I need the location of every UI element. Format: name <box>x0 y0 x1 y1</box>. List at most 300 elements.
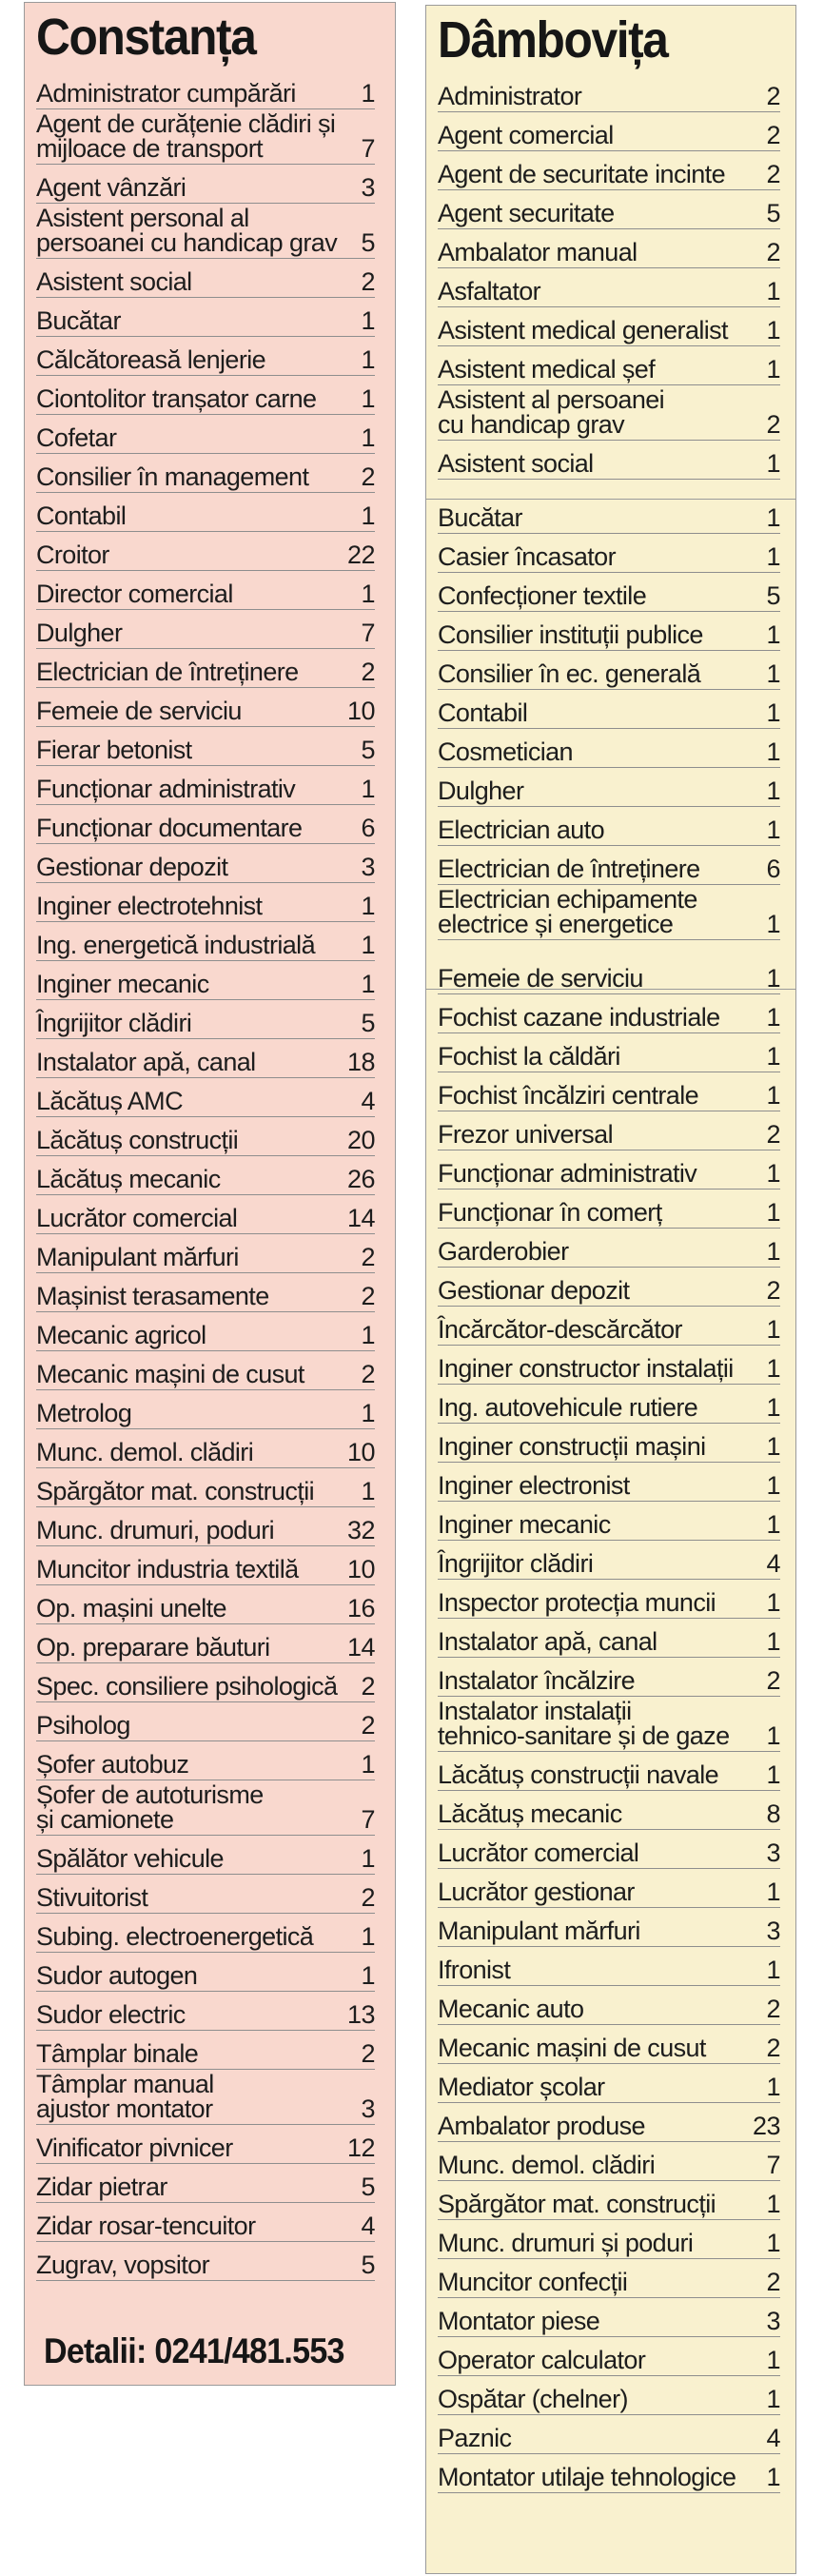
job-title: Consilier în management <box>36 462 309 491</box>
job-row <box>36 70 375 109</box>
job-row <box>438 2142 780 2181</box>
job-title: Spărgător mat. construcții <box>438 2190 716 2218</box>
job-title: Lucrător comercial <box>438 1839 639 1867</box>
vacancy-count: 3 <box>361 853 375 881</box>
job-row <box>36 1953 375 1992</box>
job-row <box>36 961 375 1000</box>
vacancy-count: 1 <box>361 1750 375 1779</box>
job-row <box>438 2454 780 2493</box>
job-title: Casier încasator <box>438 542 616 571</box>
job-row <box>438 612 780 651</box>
job-title: Lăcătuș AMC <box>36 1087 183 1115</box>
job-title: Inginer mecanic <box>438 1510 611 1539</box>
job-title: Munc. drumuri și poduri <box>438 2229 694 2257</box>
job-row <box>438 1111 780 1150</box>
job-title: Femeie de serviciu <box>36 697 242 725</box>
vacancy-count: 3 <box>361 2094 375 2123</box>
job-row <box>36 1351 375 1390</box>
vacancy-count: 2 <box>766 238 780 266</box>
vacancy-count: 1 <box>766 1237 780 1266</box>
vacancy-count: 1 <box>766 1042 780 1071</box>
job-title: Electrician auto <box>438 816 604 844</box>
vacancy-count: 1 <box>766 542 780 571</box>
job-title: Îngrijitor clădiri <box>36 1009 192 1037</box>
job-title: Agent securitate <box>438 199 615 227</box>
vacancy-count: 13 <box>346 2000 375 2029</box>
job-row <box>36 1663 375 1702</box>
vacancy-count: 1 <box>766 1760 780 1789</box>
vacancy-count: 1 <box>361 423 375 452</box>
job-title: Agent de securitate incinte <box>438 160 725 188</box>
vacancy-count: 3 <box>361 173 375 202</box>
job-row <box>438 1986 780 2025</box>
job-row <box>438 385 780 441</box>
job-title: Asistent al persoanei cu handicap grav <box>438 385 665 439</box>
vacancy-count: 2 <box>766 1276 780 1305</box>
job-title: Șofer de autoturisme și camionete <box>36 1780 264 1834</box>
job-row <box>36 1741 375 1780</box>
job-row <box>36 532 375 571</box>
vacancy-count: 2 <box>766 160 780 188</box>
dambovita-panel <box>425 5 796 2574</box>
dambovita-title: Dâmbovița <box>438 11 668 69</box>
job-row <box>438 1697 780 1752</box>
job-row <box>438 2181 780 2220</box>
job-title: Frezor universal <box>438 1120 613 1149</box>
job-title: Femeie de serviciu <box>438 964 643 993</box>
job-title: Agent de curățenie clădiri și mijloace de transport <box>36 109 336 163</box>
vacancy-count: 1 <box>361 970 375 998</box>
job-row <box>36 415 375 454</box>
job-row <box>36 1468 375 1507</box>
job-row <box>36 1039 375 1078</box>
vacancy-count: 18 <box>346 1048 375 1076</box>
job-row <box>36 1507 375 1546</box>
vacancy-count: 1 <box>766 1081 780 1110</box>
job-row <box>438 2025 780 2064</box>
job-row <box>36 2203 375 2242</box>
vacancy-count: 1 <box>766 1354 780 1383</box>
vacancy-count: 7 <box>361 1805 375 1834</box>
job-title: Sudor autogen <box>36 1961 198 1990</box>
job-title: Funcționar documentare <box>36 814 303 842</box>
vacancy-count: 2 <box>361 1360 375 1388</box>
job-title: Instalator încălzire <box>438 1666 636 1695</box>
vacancy-count: 2 <box>361 2039 375 2068</box>
vacancy-count: 2 <box>361 462 375 491</box>
job-row <box>36 2125 375 2164</box>
vacancy-count: 1 <box>766 2190 780 2218</box>
job-title: Încărcător-descărcător <box>438 1315 682 1344</box>
vacancy-count: 1 <box>361 1399 375 1427</box>
job-title: Ambalator produse <box>438 2112 645 2140</box>
job-title: Spărgător mat. construcții <box>36 1477 315 1505</box>
vacancy-count: 4 <box>361 1087 375 1115</box>
job-title: Asistent medical generalist <box>438 316 728 344</box>
job-title: Inginer constructor instalații <box>438 1354 734 1383</box>
section-divider <box>425 499 796 500</box>
job-title: Munc. demol. clădiri <box>36 1438 254 1466</box>
job-title: Electrician de întreținere <box>36 658 299 686</box>
job-row <box>438 268 780 307</box>
job-title: Croitor <box>36 541 109 569</box>
job-row <box>438 151 780 190</box>
vacancy-count: 1 <box>766 2073 780 2101</box>
job-row <box>36 2242 375 2281</box>
job-title: Operator calculator <box>438 2346 646 2374</box>
vacancy-count: 1 <box>766 2385 780 2413</box>
vacancy-count: 12 <box>346 2134 375 2162</box>
job-row <box>438 229 780 268</box>
job-title: Electrician de întreținere <box>438 855 700 883</box>
job-row <box>36 1117 375 1156</box>
job-row <box>36 454 375 493</box>
vacancy-count: 1 <box>766 1627 780 1656</box>
vacancy-count: 1 <box>766 277 780 305</box>
job-row <box>36 1195 375 1234</box>
job-row <box>36 649 375 688</box>
job-row <box>438 1752 780 1791</box>
vacancy-count: 2 <box>361 1711 375 1740</box>
job-row <box>36 571 375 610</box>
job-title: Agent vânzări <box>36 173 186 202</box>
job-row <box>438 1658 780 1697</box>
vacancy-count: 10 <box>346 1438 375 1466</box>
job-row <box>36 1585 375 1624</box>
job-title: Inginer mecanic <box>36 970 209 998</box>
vacancy-count: 1 <box>766 964 780 993</box>
vacancy-count: 1 <box>766 449 780 478</box>
job-row <box>36 109 375 165</box>
job-title: Stivuitorist <box>36 1883 148 1912</box>
job-title: Electrician echipamente electrice și energetice <box>438 885 697 938</box>
job-row <box>438 1033 780 1072</box>
vacancy-count: 1 <box>766 620 780 649</box>
vacancy-count: 1 <box>766 2463 780 2491</box>
job-title: Ing. energetică industrială <box>36 931 315 959</box>
vacancy-count: 1 <box>766 1721 780 1750</box>
vacancy-count: 3 <box>766 2307 780 2335</box>
job-row <box>438 190 780 229</box>
job-title: Zidar pietrar <box>36 2173 167 2201</box>
job-title: Lăcătuș mecanic <box>36 1165 221 1193</box>
vacancy-count: 1 <box>766 1003 780 1032</box>
job-title: Op. mașini unelte <box>36 1594 226 1622</box>
job-title: Ifronist <box>438 1956 511 1984</box>
job-row <box>36 766 375 805</box>
job-title: Inginer electrotehnist <box>36 892 263 920</box>
job-row <box>36 1078 375 1117</box>
vacancy-count: 1 <box>766 1471 780 1500</box>
job-row <box>36 1390 375 1429</box>
vacancy-count: 1 <box>766 1878 780 1906</box>
job-title: Instalator apă, canal <box>36 1048 256 1076</box>
vacancy-count: 22 <box>346 541 375 569</box>
job-title: Spălător vehicule <box>36 1844 224 1873</box>
job-title: Inginer construcții mașini <box>438 1432 706 1461</box>
job-title: Director comercial <box>36 580 233 608</box>
job-title: Mașinist terasamente <box>36 1282 269 1310</box>
vacancy-count: 2 <box>766 121 780 149</box>
job-row <box>36 1992 375 2031</box>
vacancy-count: 10 <box>346 1555 375 1583</box>
job-row <box>438 1190 780 1229</box>
job-title: Instalator instalații tehnico-sanitare și de gaze <box>438 1697 730 1750</box>
vacancy-count: 1 <box>361 501 375 530</box>
vacancy-count: 5 <box>361 2251 375 2279</box>
job-row <box>36 1234 375 1273</box>
job-row <box>36 1875 375 1914</box>
job-row <box>438 495 780 534</box>
job-row <box>438 1947 780 1986</box>
vacancy-count: 1 <box>766 1432 780 1461</box>
job-title: Asistent social <box>36 267 192 296</box>
vacancy-count: 1 <box>766 737 780 766</box>
job-title: Gestionar depozit <box>438 1276 630 1305</box>
job-row <box>438 2376 780 2415</box>
job-title: Fochist încălziri centrale <box>438 1081 699 1110</box>
job-title: Mecanic mașini de cusut <box>36 1360 304 1388</box>
job-row <box>438 1424 780 1463</box>
job-title: Instalator apă, canal <box>438 1627 657 1656</box>
job-row <box>438 1908 780 1947</box>
vacancy-count: 6 <box>361 814 375 842</box>
job-row <box>438 2259 780 2298</box>
job-title: Psiholog <box>36 1711 130 1740</box>
job-row <box>438 651 780 690</box>
job-title: Confecționer textile <box>438 581 647 610</box>
vacancy-count: 1 <box>361 580 375 608</box>
job-title: Muncitor confecții <box>438 2268 628 2296</box>
job-title: Lucrător comercial <box>36 1204 238 1232</box>
job-title: Op. preparare băuturi <box>36 1633 270 1662</box>
vacancy-count: 1 <box>361 1961 375 1990</box>
job-row <box>36 1702 375 1741</box>
vacancy-count: 23 <box>752 2112 780 2140</box>
job-row <box>36 1624 375 1663</box>
job-title: Ciontolitor tranșator carne <box>36 384 317 413</box>
vacancy-count: 2 <box>766 82 780 110</box>
job-title: Administrator cumpărări <box>36 79 296 108</box>
vacancy-count: 1 <box>766 659 780 688</box>
job-row <box>438 1580 780 1619</box>
job-title: Vinificator pivnicer <box>36 2134 233 2162</box>
constanta-panel <box>24 2 396 2386</box>
job-title: Contabil <box>36 501 127 530</box>
job-row <box>438 1385 780 1424</box>
job-title: Spec. consiliere psihologică <box>36 1672 338 1701</box>
job-title: Garderobier <box>438 1237 569 1266</box>
job-row <box>36 1156 375 1195</box>
job-title: Asistent personal al persoanei cu handicap grav <box>36 204 338 257</box>
vacancy-count: 1 <box>766 355 780 383</box>
job-title: Asfaltator <box>438 277 541 305</box>
job-title: Mediator școlar <box>438 2073 605 2101</box>
job-row <box>36 688 375 727</box>
job-row <box>36 204 375 259</box>
vacancy-count: 1 <box>766 910 780 938</box>
vacancy-count: 1 <box>766 1956 780 1984</box>
job-title: Funcționar administrativ <box>36 775 296 803</box>
vacancy-count: 26 <box>346 1165 375 1193</box>
job-row <box>36 1312 375 1351</box>
vacancy-count: 5 <box>766 199 780 227</box>
vacancy-count: 7 <box>766 2151 780 2179</box>
job-row <box>438 1619 780 1658</box>
job-row <box>36 165 375 204</box>
job-title: Gestionar depozit <box>36 853 228 881</box>
job-row <box>36 1546 375 1585</box>
job-row <box>36 844 375 883</box>
job-title: Consilier instituții publice <box>438 620 703 649</box>
job-row <box>438 2415 780 2454</box>
contact-footer: Detalii: 0241/481.553 <box>44 2331 344 2370</box>
vacancy-count: 2 <box>361 1282 375 1310</box>
job-row <box>438 534 780 573</box>
vacancy-count: 2 <box>361 1672 375 1701</box>
vacancy-count: 2 <box>766 1666 780 1695</box>
job-row <box>438 885 780 940</box>
job-title: Mecanic agricol <box>36 1321 206 1349</box>
vacancy-count: 1 <box>766 1510 780 1539</box>
vacancy-count: 1 <box>361 79 375 108</box>
vacancy-count: 1 <box>766 1198 780 1227</box>
vacancy-count: 7 <box>361 619 375 647</box>
vacancy-count: 1 <box>361 1922 375 1951</box>
job-row <box>36 727 375 766</box>
job-row <box>438 846 780 885</box>
job-row <box>36 2031 375 2070</box>
job-title: Zugrav, vopsitor <box>36 2251 209 2279</box>
vacancy-count: 2 <box>766 410 780 439</box>
vacancy-count: 4 <box>766 2424 780 2452</box>
vacancy-count: 2 <box>766 1120 780 1149</box>
job-title: Consilier în ec. generală <box>438 659 701 688</box>
job-row <box>438 2337 780 2376</box>
job-title: Lăcătuș construcții <box>36 1126 239 1154</box>
vacancy-count: 2 <box>361 1883 375 1912</box>
job-title: Mecanic auto <box>438 1995 584 2023</box>
constanta-title: Constanța <box>36 9 256 66</box>
job-title: Dulgher <box>438 777 524 805</box>
job-row <box>36 376 375 415</box>
vacancy-count: 1 <box>361 306 375 335</box>
vacancy-count: 1 <box>361 1321 375 1349</box>
vacancy-count: 2 <box>766 1995 780 2023</box>
job-row <box>36 1914 375 1953</box>
job-title: Manipulant mărfuri <box>36 1243 239 1271</box>
vacancy-count: 2 <box>766 2034 780 2062</box>
vacancy-count: 5 <box>361 228 375 257</box>
vacancy-count: 14 <box>346 1204 375 1232</box>
job-row <box>36 298 375 337</box>
job-title: Dulgher <box>36 619 123 647</box>
vacancy-count: 1 <box>766 777 780 805</box>
job-row <box>438 729 780 768</box>
vacancy-count: 5 <box>361 2173 375 2201</box>
vacancy-count: 3 <box>766 1917 780 1945</box>
vacancy-count: 1 <box>766 2229 780 2257</box>
job-title: Sudor electric <box>36 2000 186 2029</box>
job-row <box>438 2103 780 2142</box>
vacancy-count: 20 <box>346 1126 375 1154</box>
section-divider <box>425 989 796 990</box>
job-title: Manipulant mărfuri <box>438 1917 640 1945</box>
job-title: Funcționar în comerț <box>438 1198 662 1227</box>
vacancy-count: 1 <box>766 816 780 844</box>
vacancy-count: 32 <box>346 1516 375 1544</box>
job-title: Lucrător gestionar <box>438 1878 635 1906</box>
job-title: Agent comercial <box>438 121 614 149</box>
vacancy-count: 1 <box>361 345 375 374</box>
job-title: Îngrijitor clădiri <box>438 1549 594 1578</box>
job-row <box>438 307 780 346</box>
job-row <box>438 2298 780 2337</box>
vacancy-count: 1 <box>766 1315 780 1344</box>
job-title: Zidar rosar-tencuitor <box>36 2212 256 2240</box>
vacancy-count: 1 <box>766 2346 780 2374</box>
job-title: Lăcătuș mecanic <box>438 1799 622 1828</box>
vacancy-count: 1 <box>361 931 375 959</box>
vacancy-count: 14 <box>346 1633 375 1662</box>
vacancy-count: 10 <box>346 697 375 725</box>
vacancy-count: 16 <box>346 1594 375 1622</box>
job-row <box>438 1072 780 1111</box>
job-row <box>36 610 375 649</box>
vacancy-count: 2 <box>361 658 375 686</box>
job-row <box>438 2064 780 2103</box>
vacancy-count: 2 <box>766 2268 780 2296</box>
job-row <box>438 112 780 151</box>
vacancy-count: 7 <box>361 134 375 163</box>
job-title: Inginer electronist <box>438 1471 630 1500</box>
constanta-job-list <box>36 70 375 2281</box>
job-title: Metrolog <box>36 1399 132 1427</box>
job-title: Tâmplar binale <box>36 2039 199 2068</box>
job-title: Muncitor industria textilă <box>36 1555 299 1583</box>
vacancy-count: 6 <box>766 855 780 883</box>
job-row <box>438 1791 780 1830</box>
job-title: Cofetar <box>36 423 117 452</box>
vacancy-count: 1 <box>361 892 375 920</box>
vacancy-count: 8 <box>766 1799 780 1828</box>
vacancy-count: 1 <box>361 1844 375 1873</box>
job-row <box>438 573 780 612</box>
vacancy-count: 1 <box>766 1159 780 1188</box>
job-row <box>438 73 780 112</box>
job-row <box>438 441 780 480</box>
job-row <box>438 994 780 1033</box>
job-title: Munc. drumuri, poduri <box>36 1516 275 1544</box>
job-row <box>36 1273 375 1312</box>
job-title: Fochist cazane industriale <box>438 1003 720 1032</box>
job-row <box>438 690 780 729</box>
job-row <box>438 346 780 385</box>
job-title: Asistent medical șef <box>438 355 656 383</box>
job-title: Montator utilaje tehnologice <box>438 2463 736 2491</box>
job-title: Mecanic mașini de cusut <box>438 2034 706 2062</box>
job-row <box>36 1780 375 1836</box>
job-title: Paznic <box>438 2424 512 2452</box>
job-row <box>438 2220 780 2259</box>
job-row <box>36 2164 375 2203</box>
job-row <box>36 1429 375 1468</box>
vacancy-count: 2 <box>361 267 375 296</box>
job-title: Funcționar administrativ <box>438 1159 697 1188</box>
job-row <box>36 805 375 844</box>
job-row <box>438 1463 780 1502</box>
vacancy-count: 4 <box>766 1549 780 1578</box>
